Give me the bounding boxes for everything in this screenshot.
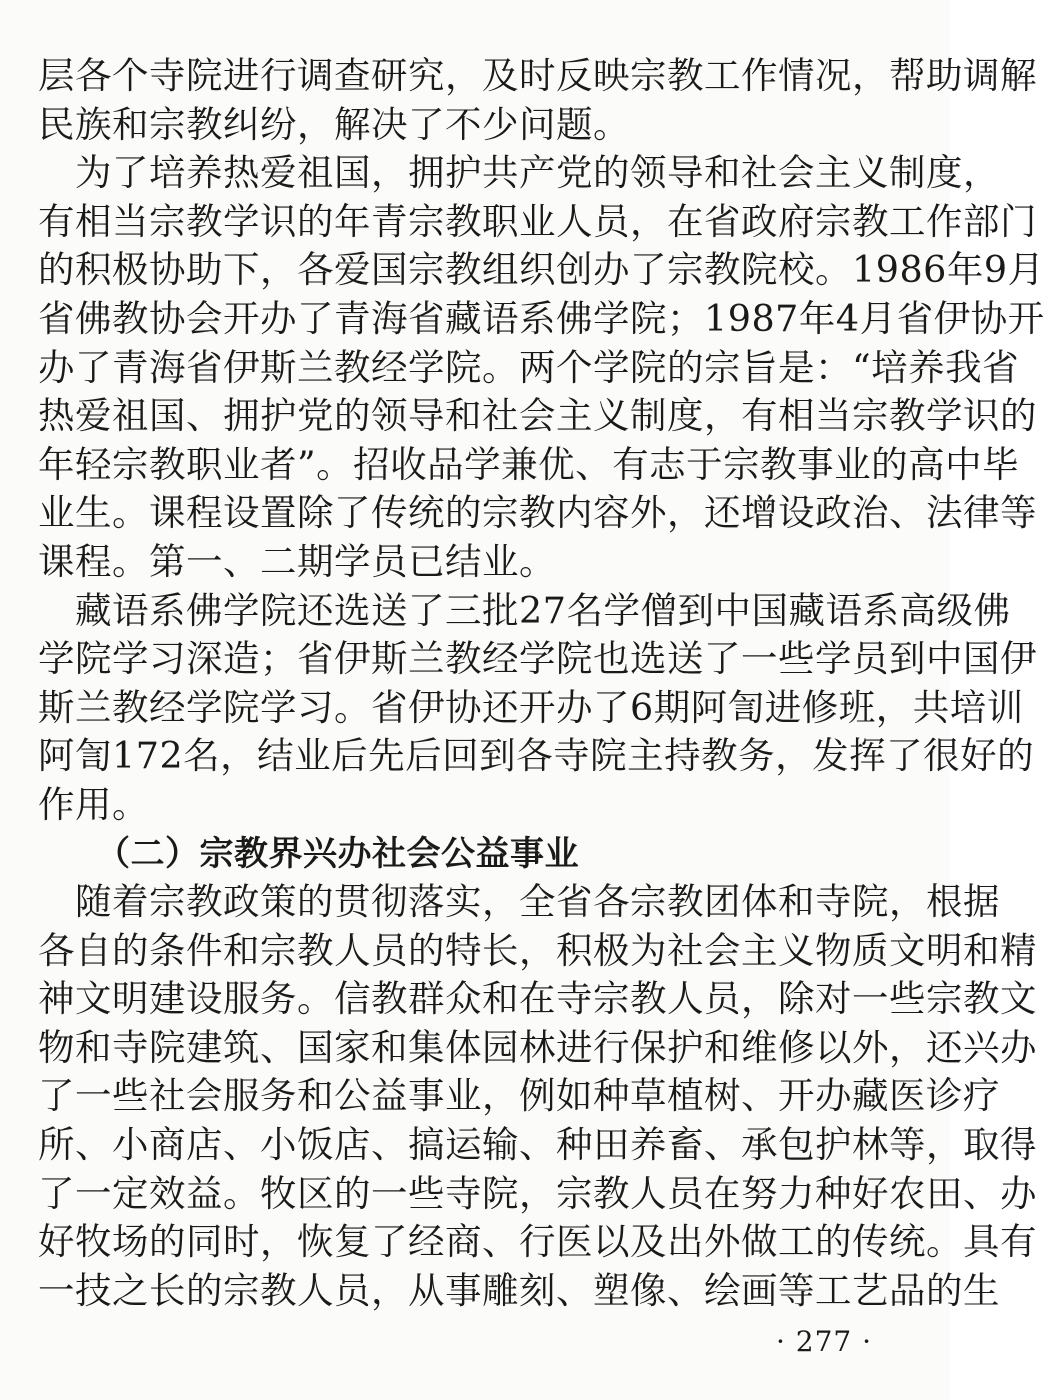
text-line: 阿訇172名，结业后先后回到各寺院主持教务，发挥了很好的	[38, 734, 1035, 778]
text-line: 业生。课程设置除了传统的宗教内容外，还增设政治、法律等	[38, 491, 1037, 535]
text-line: 斯兰教经学院学习。省伊协还开办了6期阿訇进修班，共培训	[38, 685, 1024, 729]
text-line: 一技之长的宗教人员，从事雕刻、塑像、绘画等工艺品的生	[38, 1268, 1000, 1312]
text-line: 神文明建设服务。信教群众和在寺宗教人员，除对一些宗教文	[38, 977, 1037, 1021]
text-line: 作用。	[38, 782, 149, 826]
text-line: 各自的条件和宗教人员的特长，积极为社会主义物质文明和精	[38, 928, 1037, 972]
text-line: 民族和宗教纠纷，解决了不少问题。	[38, 102, 630, 146]
text-line: 有相当宗教学识的年青宗教职业人员，在省政府宗教工作部门	[38, 199, 1037, 243]
text-line: 藏语系佛学院还选送了三批27名学僧到中国藏语系高级佛	[38, 588, 1011, 632]
text-line: 学院学习深造；省伊斯兰教经学院也选送了一些学员到中国伊	[38, 637, 1037, 681]
text-line: 所、小商店、小饭店、搞运输、种田养畜、承包护林等，取得	[38, 1123, 1037, 1167]
text-line: 省佛教协会开办了青海省藏语系佛学院；1987年4月省伊协开	[38, 296, 1045, 340]
text-line: 层各个寺院进行调查研究，及时反映宗教工作情况，帮助调解	[38, 54, 1037, 97]
text-line: 办了青海省伊斯兰教经学院。两个学院的宗旨是：“培养我省	[38, 345, 1020, 389]
text-line: 了一定效益。牧区的一些寺院，宗教人员在努力种好农田、办	[38, 1171, 1037, 1215]
text-line: 课程。第一、二期学员已结业。	[38, 539, 556, 583]
text-line: 好牧场的同时，恢复了经商、行医以及出外做工的传统。具有	[38, 1220, 1037, 1264]
section-heading: （二）宗教界兴办社会公益事业	[96, 833, 579, 874]
text-line: 热爱祖国、拥护党的领导和社会主义制度，有相当宗教学识的	[38, 394, 1037, 438]
text-line: 随着宗教政策的贯彻落实，全省各宗教团体和寺院，根据	[38, 880, 1000, 924]
text-line: 物和寺院建筑、国家和集体园林进行保护和维修以外，还兴办	[38, 1025, 1037, 1069]
text-line: 的积极协助下，各爱国宗教组织创办了宗教院校。1986年9月	[38, 248, 1045, 292]
page-number: · 277 ·	[776, 1325, 873, 1358]
text-line: 为了培养热爱祖国，拥护共产党的领导和社会主义制度，	[38, 151, 1000, 195]
text-line: 了一些社会服务和公益事业，例如种草植树、开办藏医诊疗	[38, 1074, 1000, 1118]
text-line: 年轻宗教职业者”。招收品学兼优、有志于宗教事业的高中毕	[38, 442, 1020, 486]
body-text	[38, 52, 1045, 1315]
